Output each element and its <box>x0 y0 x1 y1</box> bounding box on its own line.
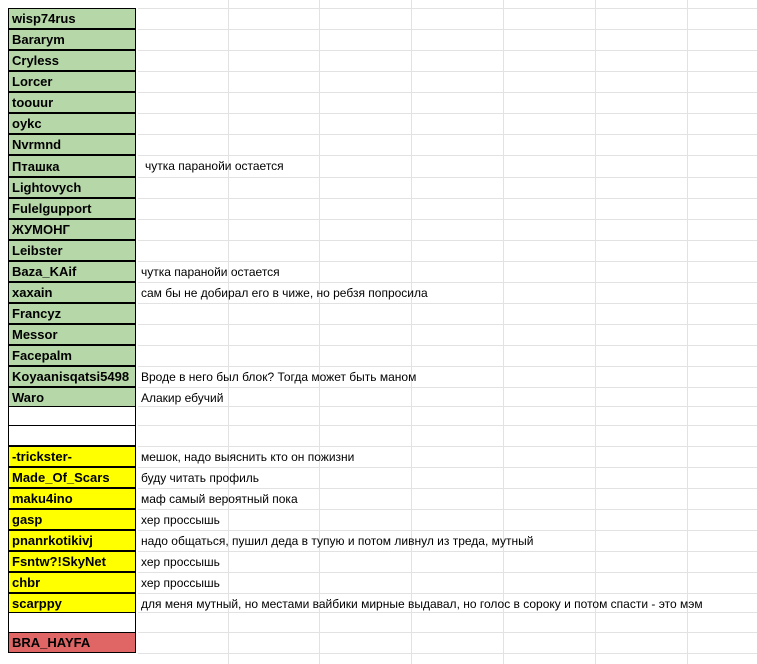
comment-cell[interactable]: буду читать профиль <box>141 470 260 485</box>
table-row <box>0 282 757 303</box>
table-row <box>0 155 757 177</box>
player-name-cell[interactable]: Nvrmnd <box>8 134 136 155</box>
comment-cell[interactable]: чутка паранойи остается <box>141 264 280 279</box>
empty-name-cell[interactable] <box>8 406 136 427</box>
player-name-cell[interactable]: Baza_KAif <box>8 261 136 282</box>
player-name-cell[interactable]: Facepalm <box>8 345 136 366</box>
player-name-cell[interactable]: Cryless <box>8 50 136 71</box>
table-row <box>0 261 757 282</box>
table-row <box>0 366 757 387</box>
comment-cell[interactable]: сам бы не добирал его в чиже, но ребзя попросила <box>141 285 428 300</box>
table-row <box>0 29 757 50</box>
table-row <box>0 113 757 134</box>
player-name-cell[interactable]: oykc <box>8 113 136 134</box>
empty-row <box>0 612 757 633</box>
table-row <box>0 8 757 29</box>
player-name-cell[interactable]: gasp <box>8 509 136 530</box>
player-name-cell[interactable]: wisp74rus <box>8 8 136 29</box>
table-row <box>0 345 757 366</box>
table-row <box>0 387 757 408</box>
player-name-cell[interactable]: Waro <box>8 387 136 408</box>
table-row <box>0 593 757 614</box>
player-name-cell[interactable]: -trickster- <box>8 446 136 467</box>
comment-cell[interactable]: чутка паранойи остается <box>145 159 284 173</box>
row-divider <box>138 653 757 654</box>
player-name-cell[interactable]: Lorcer <box>8 71 136 92</box>
comment-cell[interactable]: надо общаться, пушил деда в тупую и потом ливнул из треда, мутный <box>141 533 534 548</box>
player-name-cell[interactable]: ЖУМОНГ <box>8 219 136 240</box>
empty-name-cell[interactable] <box>8 612 136 633</box>
player-name-cell[interactable]: Messor <box>8 324 136 345</box>
table-row <box>0 572 757 593</box>
empty-row <box>0 425 757 446</box>
table-row <box>0 488 757 509</box>
table-row <box>0 92 757 113</box>
player-name-cell[interactable]: toouur <box>8 92 136 113</box>
table-row <box>0 198 757 219</box>
table-row <box>0 219 757 240</box>
player-name-cell[interactable]: xaxain <box>8 282 136 303</box>
table-row <box>0 50 757 71</box>
table-row <box>0 324 757 345</box>
player-name-cell[interactable]: chbr <box>8 572 136 593</box>
table-row <box>0 71 757 92</box>
empty-name-cell[interactable] <box>8 425 136 446</box>
player-name-cell[interactable]: Leibster <box>8 240 136 261</box>
table-row <box>0 467 757 488</box>
comment-cell[interactable]: хер проссышь <box>141 575 220 590</box>
player-name-cell[interactable]: Koyaanisqatsi5498 <box>8 366 136 387</box>
player-name-cell[interactable]: Francyz <box>8 303 136 324</box>
table-row <box>0 177 757 198</box>
table-row <box>0 509 757 530</box>
comment-cell[interactable]: для меня мутный, но местами вайбики мирные выдавал, но голос в сороку и потом спасти - это мэм <box>141 596 703 611</box>
table-row <box>0 303 757 324</box>
player-name-cell[interactable]: Lightovych <box>8 177 136 198</box>
comment-cell[interactable]: Вроде в него был блок? Тогда может быть маном <box>141 369 417 384</box>
table-row <box>0 551 757 572</box>
player-name-cell[interactable]: Пташка <box>8 155 136 177</box>
comment-cell[interactable]: мешок, надо выяснить кто он пожизни <box>141 449 355 464</box>
table-row <box>0 240 757 261</box>
player-name-cell[interactable]: Fsntw?!SkyNet <box>8 551 136 572</box>
player-name-cell[interactable]: pnanrkotikivj <box>8 530 136 551</box>
table-row <box>0 632 757 653</box>
player-name-cell[interactable]: maku4ino <box>8 488 136 509</box>
player-name-cell[interactable]: Made_Of_Scars <box>8 467 136 488</box>
player-name-cell[interactable]: Bararym <box>8 29 136 50</box>
table-row <box>0 134 757 155</box>
comment-cell[interactable]: маф самый вероятный пока <box>141 491 298 506</box>
table-row <box>0 530 757 551</box>
comment-cell[interactable]: хер проссышь <box>141 554 220 569</box>
comment-cell[interactable]: хер проссышь <box>141 512 220 527</box>
empty-row <box>0 406 757 427</box>
player-name-cell[interactable]: BRA_HAYFA <box>8 632 136 653</box>
player-name-cell[interactable]: scarppy <box>8 593 136 614</box>
comment-cell[interactable]: Алакир ебучий <box>141 390 224 405</box>
player-name-cell[interactable]: Fulelgupport <box>8 198 136 219</box>
table-row <box>0 446 757 467</box>
